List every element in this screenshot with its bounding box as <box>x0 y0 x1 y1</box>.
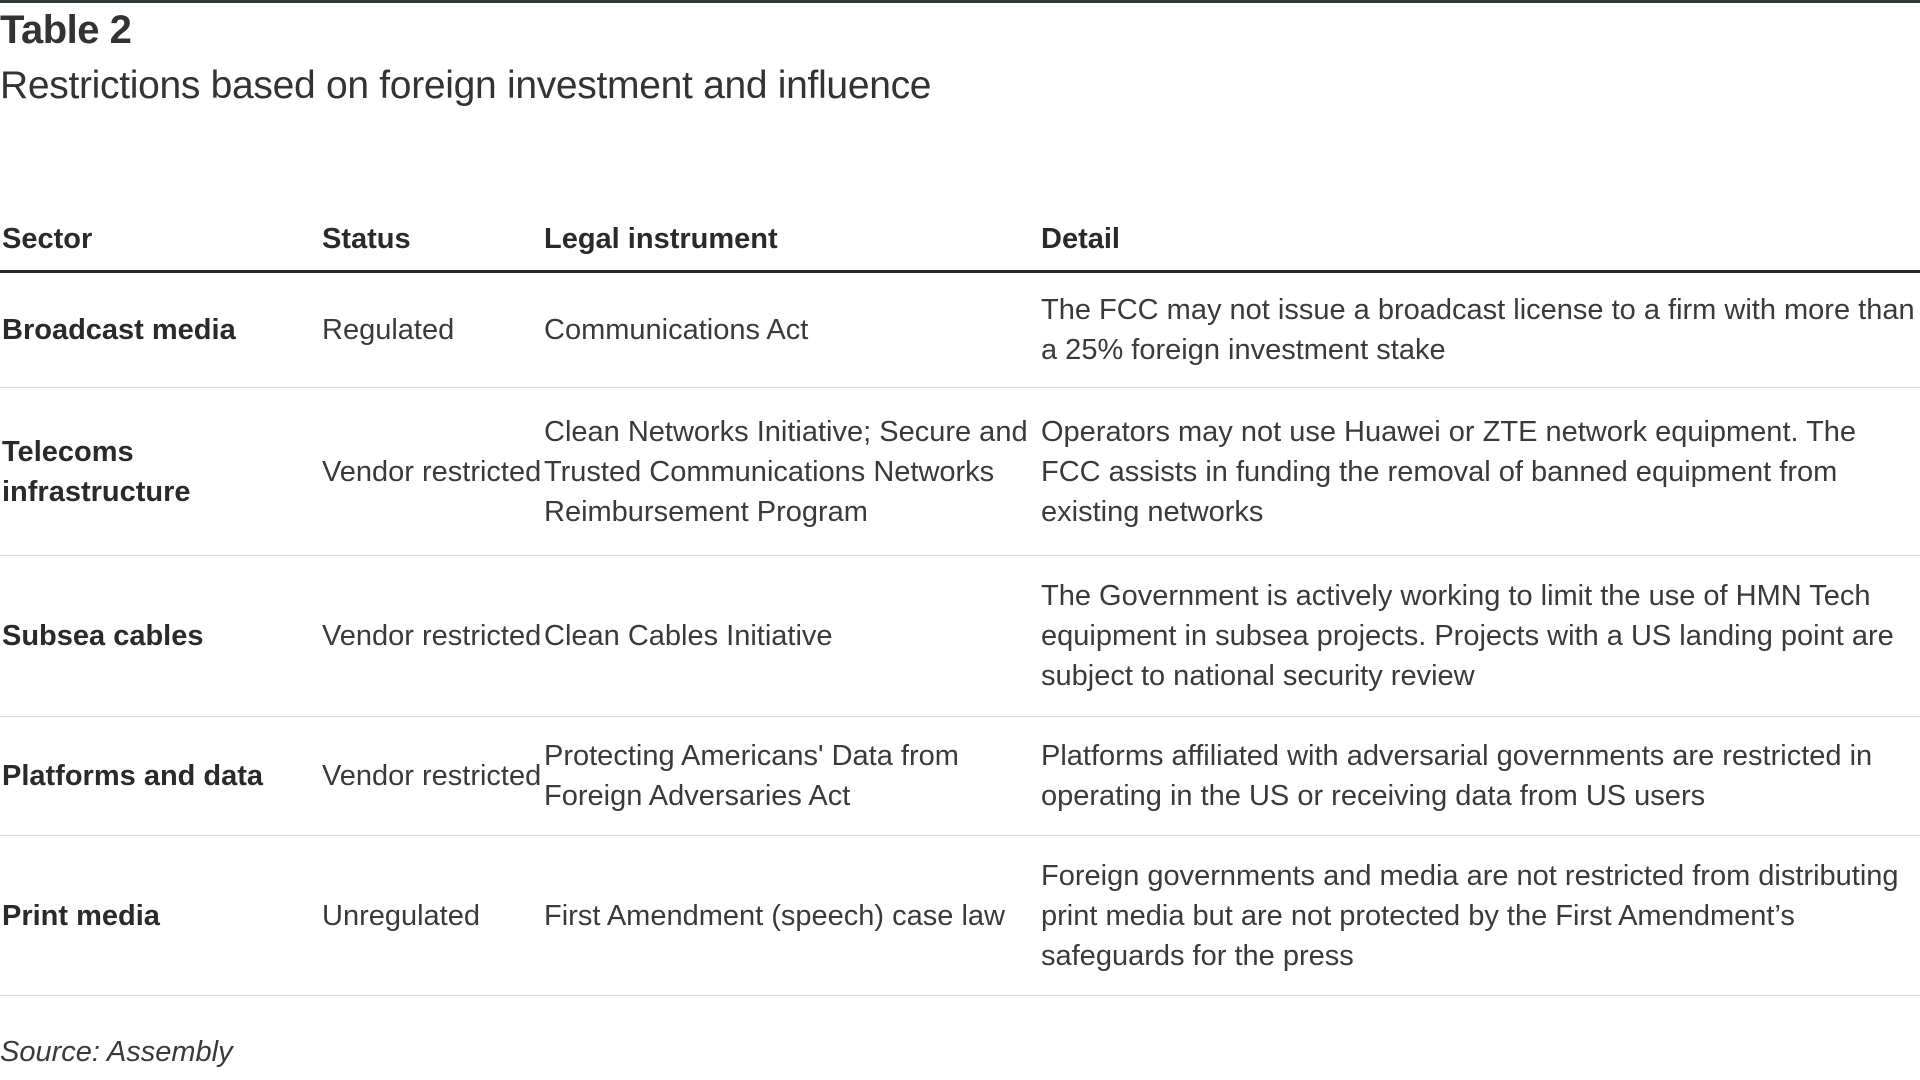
cell-detail: Foreign governments and media are not restricted from distributing print media but are not protected by the First Amendment’s safeguards for the press <box>1039 836 1920 996</box>
table-label: Table 2 <box>0 8 132 52</box>
table-row <box>0 836 1920 996</box>
cell-detail: Platforms affiliated with adversarial governments are restricted in operating in the US or receiving data from US users <box>1039 717 1920 836</box>
cell-sector: Subsea cables <box>0 556 320 717</box>
cell-legal-instrument: Clean Cables Initiative <box>542 556 1039 717</box>
table-title: Restrictions based on foreign investment and influence <box>0 64 932 107</box>
cell-detail: The FCC may not issue a broadcast license to a firm with more than a 25% foreign investment stake <box>1039 272 1920 388</box>
cell-sector: Platforms and data <box>0 717 320 836</box>
cell-legal-instrument: Clean Networks Initiative; Secure and Trusted Communications Networks Reimbursement Program <box>542 388 1039 556</box>
cell-status: Unregulated <box>320 836 542 996</box>
table-header-row <box>0 208 1920 272</box>
cell-legal-instrument: Protecting Americans' Data from Foreign Adversaries Act <box>542 717 1039 836</box>
source-note: Source: Assembly <box>0 1036 233 1068</box>
table-row <box>0 717 1920 836</box>
restrictions-table <box>0 208 1920 996</box>
table-row <box>0 272 1920 388</box>
column-header-status: Status <box>320 208 542 272</box>
cell-detail: The Government is actively working to limit the use of HMN Tech equipment in subsea projects. Projects with a US landing point are subject to national security review <box>1039 556 1920 717</box>
top-rule <box>0 0 1920 3</box>
cell-detail: Operators may not use Huawei or ZTE network equipment. The FCC assists in funding the removal of banned equipment from existing networks <box>1039 388 1920 556</box>
cell-sector: Telecoms infrastructure <box>0 388 320 556</box>
cell-status: Vendor restricted <box>320 556 542 717</box>
cell-status: Vendor restricted <box>320 717 542 836</box>
cell-sector: Broadcast media <box>0 272 320 388</box>
cell-sector: Print media <box>0 836 320 996</box>
cell-status: Vendor restricted <box>320 388 542 556</box>
cell-legal-instrument: First Amendment (speech) case law <box>542 836 1039 996</box>
cell-status: Regulated <box>320 272 542 388</box>
column-header-sector: Sector <box>0 208 320 272</box>
table-row <box>0 556 1920 717</box>
table-row <box>0 388 1920 556</box>
cell-legal-instrument: Communications Act <box>542 272 1039 388</box>
column-header-legal-instrument: Legal instrument <box>542 208 1039 272</box>
column-header-detail: Detail <box>1039 208 1920 272</box>
